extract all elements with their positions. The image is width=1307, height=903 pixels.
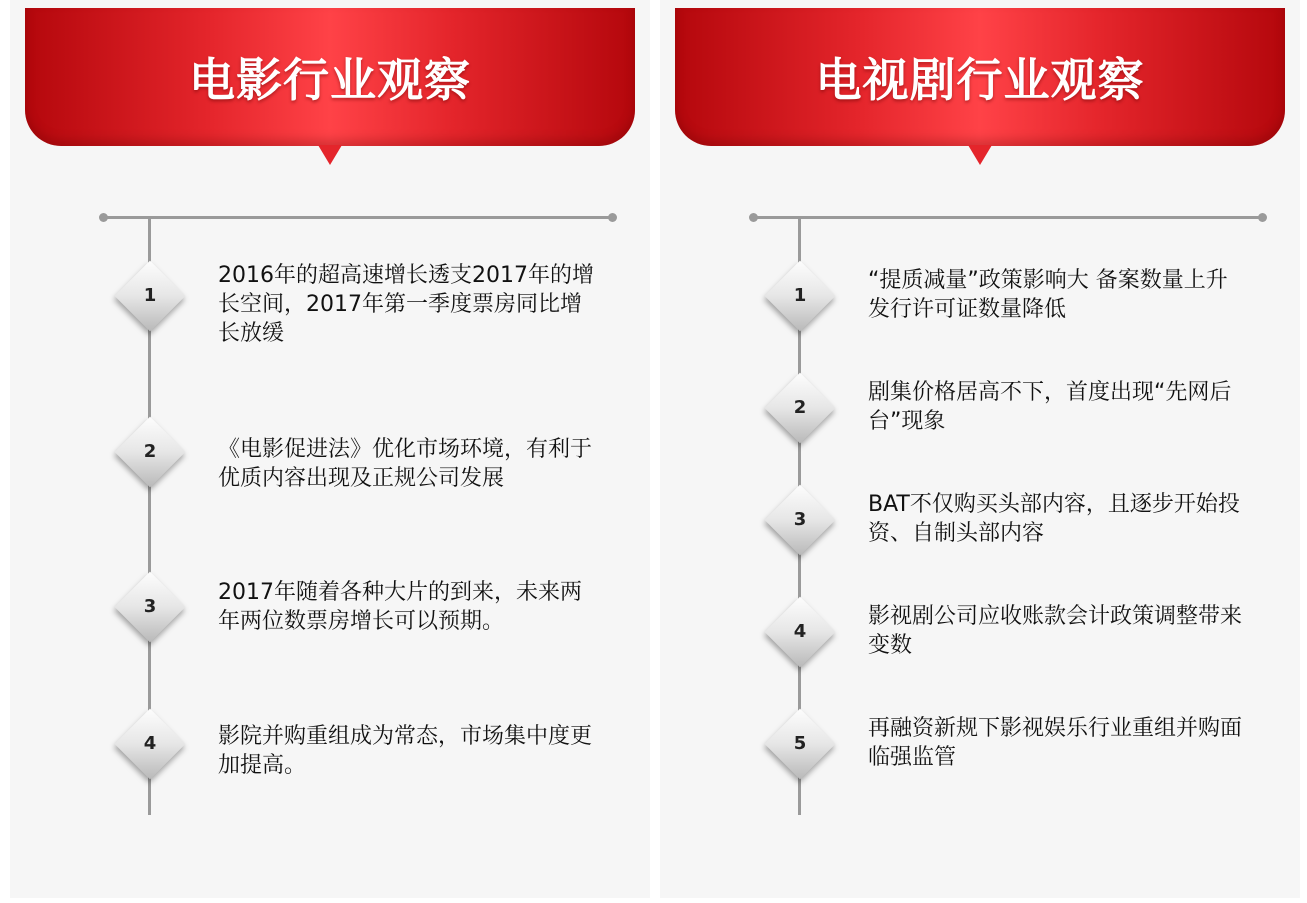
item-text: 影视剧公司应收账款会计政策调整带来变数 — [868, 604, 1243, 658]
item-text: 2016年的超高速增长透支2017年的增长空间，2017年第一季度票房同比增长放缓 — [218, 263, 594, 346]
item-text: 2017年随着各种大片的到来，未来两年两位数票房增长可以预期。 — [218, 580, 582, 634]
timeline-endpoint-dot — [1258, 213, 1267, 222]
timeline-endpoint-dot — [608, 213, 617, 222]
film-title: 电影行业观察 — [189, 53, 471, 107]
item-text: 再融资新规下影视娱乐行业重组并购面临强监管 — [868, 716, 1243, 770]
item-text: “提质减量”政策影响大 备案数量上升 发行许可证数量降低 — [868, 268, 1228, 322]
item-text: 影院并购重组成为常态，市场集中度更加提高。 — [218, 724, 593, 778]
item-number: 2 — [143, 441, 157, 462]
item-number: 3 — [793, 509, 807, 530]
item-number: 4 — [793, 621, 807, 642]
item-number: 4 — [143, 733, 157, 754]
item-text: 《电影促进法》优化市场环境，有利于优质内容出现及正规公司发展 — [218, 437, 593, 491]
item-number: 2 — [793, 397, 807, 418]
timeline-top-line — [103, 216, 613, 219]
item-number: 3 — [143, 596, 157, 617]
timeline-endpoint-dot — [99, 213, 108, 222]
tv-drama-industry-panel — [660, 0, 1300, 898]
timeline-top-line — [753, 216, 1263, 219]
film-title-banner — [25, 8, 635, 146]
item-number: 5 — [793, 733, 807, 754]
timeline-endpoint-dot — [749, 213, 758, 222]
tv-title-banner — [675, 8, 1285, 146]
item-text: 剧集价格居高不下，首度出现“先网后台”现象 — [868, 380, 1232, 434]
item-text: BAT不仅购买头部内容，且逐步开始投资、自制头部内容 — [868, 492, 1240, 546]
banner-pointer — [318, 145, 342, 165]
item-number: 1 — [793, 285, 807, 306]
tv-title: 电视剧行业观察 — [815, 53, 1145, 107]
film-industry-panel — [10, 0, 650, 898]
banner-pointer — [968, 145, 992, 165]
item-number: 1 — [143, 285, 157, 306]
